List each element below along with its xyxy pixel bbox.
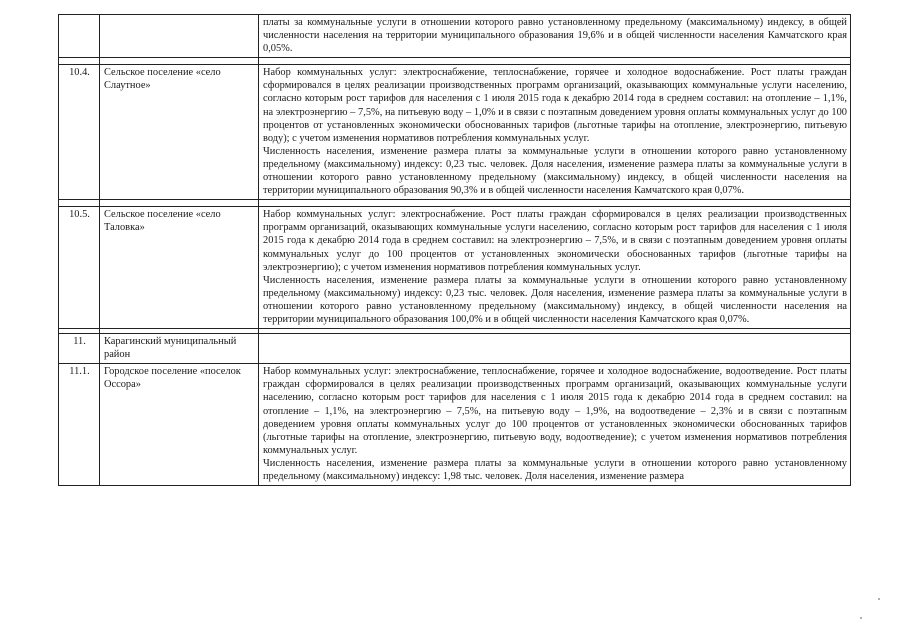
table-row [59,65,851,200]
municipality-name: Сельское поселение «село Таловка» [100,207,259,329]
table-row-gap [59,58,851,65]
scan-speck [860,617,862,619]
municipality-name: Карагинский муниципальный район [100,334,259,364]
table-row [59,207,851,329]
municipality-name: Городское поселение «поселок Оссора» [100,364,259,486]
description-paragraph: Набор коммунальных услуг: электроснабжение, теплоснабжение, горячее и холодное водоснабжение, водоотведение. Рост платы граждан сформировался в целях реализации производственных программ организаций, оказывающих коммунальные услуги населению, согласно которым рост тарифов для населения с 1 июля 2015 года к декабрю 2014 года в среднем составил: на отопление – 1,1%, на электроэнергию – 7,5%, на питьевую воду – 1,9%, на водоотведение – 2,3% и в связи с поэтапным доведением уровня оплаты коммунальных услуг до 100 процентов от установленных экономически обоснованных тарифов (льготные тарифы на отопление, электроэнергию, питьевую воду, водоотведение); с учетом изменения нормативов потребления коммунальных услуг. [263,366,847,456]
municipality-name: Сельское поселение «село Слаутное» [100,65,259,200]
row-description [259,207,851,329]
table-row [59,334,851,364]
municipality-name [100,15,259,58]
row-description [259,334,851,364]
row-number: 10.4. [59,65,100,200]
row-description [259,65,851,200]
table-row [59,15,851,58]
description-paragraph: платы за коммунальные услуги в отношении которого равно установленному предельному (максимальному) индексу, в общей численности населения на территории муниципального образования 19,6% и в общей численности населения Камчатского края 0,05%. [263,17,847,55]
table-row-gap [59,200,851,207]
description-paragraph: Набор коммунальных услуг: электроснабжение. Рост платы граждан сформировался в целях реализации производственных программ организаций, оказывающих коммунальные услуги населению, согласно которым рост тарифов для населения с 1 июля 2015 года к декабрю 2014 года в среднем составил: на электроэнергию – 7,5%, и в связи с поэтапным доведением уровня оплаты коммунальных услуг до 100 процентов от установленных экономически обоснованных тарифов (льготные тарифы на электроэнергию); с учетом изменения нормативов потребления коммунальных услуг. [263,209,847,273]
table-row [59,364,851,486]
scan-speck [878,598,880,600]
description-paragraph: Численность населения, изменение размера платы за коммунальные услуги в отношении которого равно установленному предельному (максимальному) индексу: 1,98 тыс. человек. Доля населения, изменение размера [263,457,847,482]
row-description [259,15,851,58]
row-number [59,15,100,58]
row-description [259,364,851,486]
row-number: 11.1. [59,364,100,486]
utilities-table [58,14,851,486]
row-number: 11. [59,334,100,364]
description-paragraph: Набор коммунальных услуг: электроснабжение, теплоснабжение, горячее и холодное водоснабжение. Рост платы граждан сформировался в целях реализации производственных программ организаций, оказывающих коммунальные услуги населению, согласно которым рост тарифов для населения с 1 июля 2015 года к декабрю 2014 года в среднем составил: на отопление – 1,1%, на электроэнергию – 7,5%, на питьевую воду – 1,0% и в связи с поэтапным доведением уровня оплаты коммунальных услуг до 100 процентов от установленных экономически обоснованных тарифов (льготные тарифы на отопление, электроэнергию, питьевую воду); с учетом изменения нормативов потребления коммунальных услуг. [263,67,847,144]
description-paragraph: Численность населения, изменение размера платы за коммунальные услуги в отношении которого равно установленному предельному (максимальному) индексу: 0,23 тыс. человек. Доля населения, изменение размера платы за коммунальные услуги в отношении которого равно установленному предельному (максимальному) индексу, в общей численности населения на территории муниципального образования 100,0% и в общей численности населения Камчатского края 0,07%. [263,274,847,325]
row-number: 10.5. [59,207,100,329]
description-paragraph: Численность населения, изменение размера платы за коммунальные услуги в отношении которого равно установленному предельному (максимальному) индексу: 0,23 тыс. человек. Доля населения, изменение размера платы за коммунальные услуги в отношении которого равно установленному предельному (максимальному) индексу, в общей численности населения на территории муниципального образования 90,3% и в общей численности населения Камчатского края 0,07%. [263,145,847,197]
